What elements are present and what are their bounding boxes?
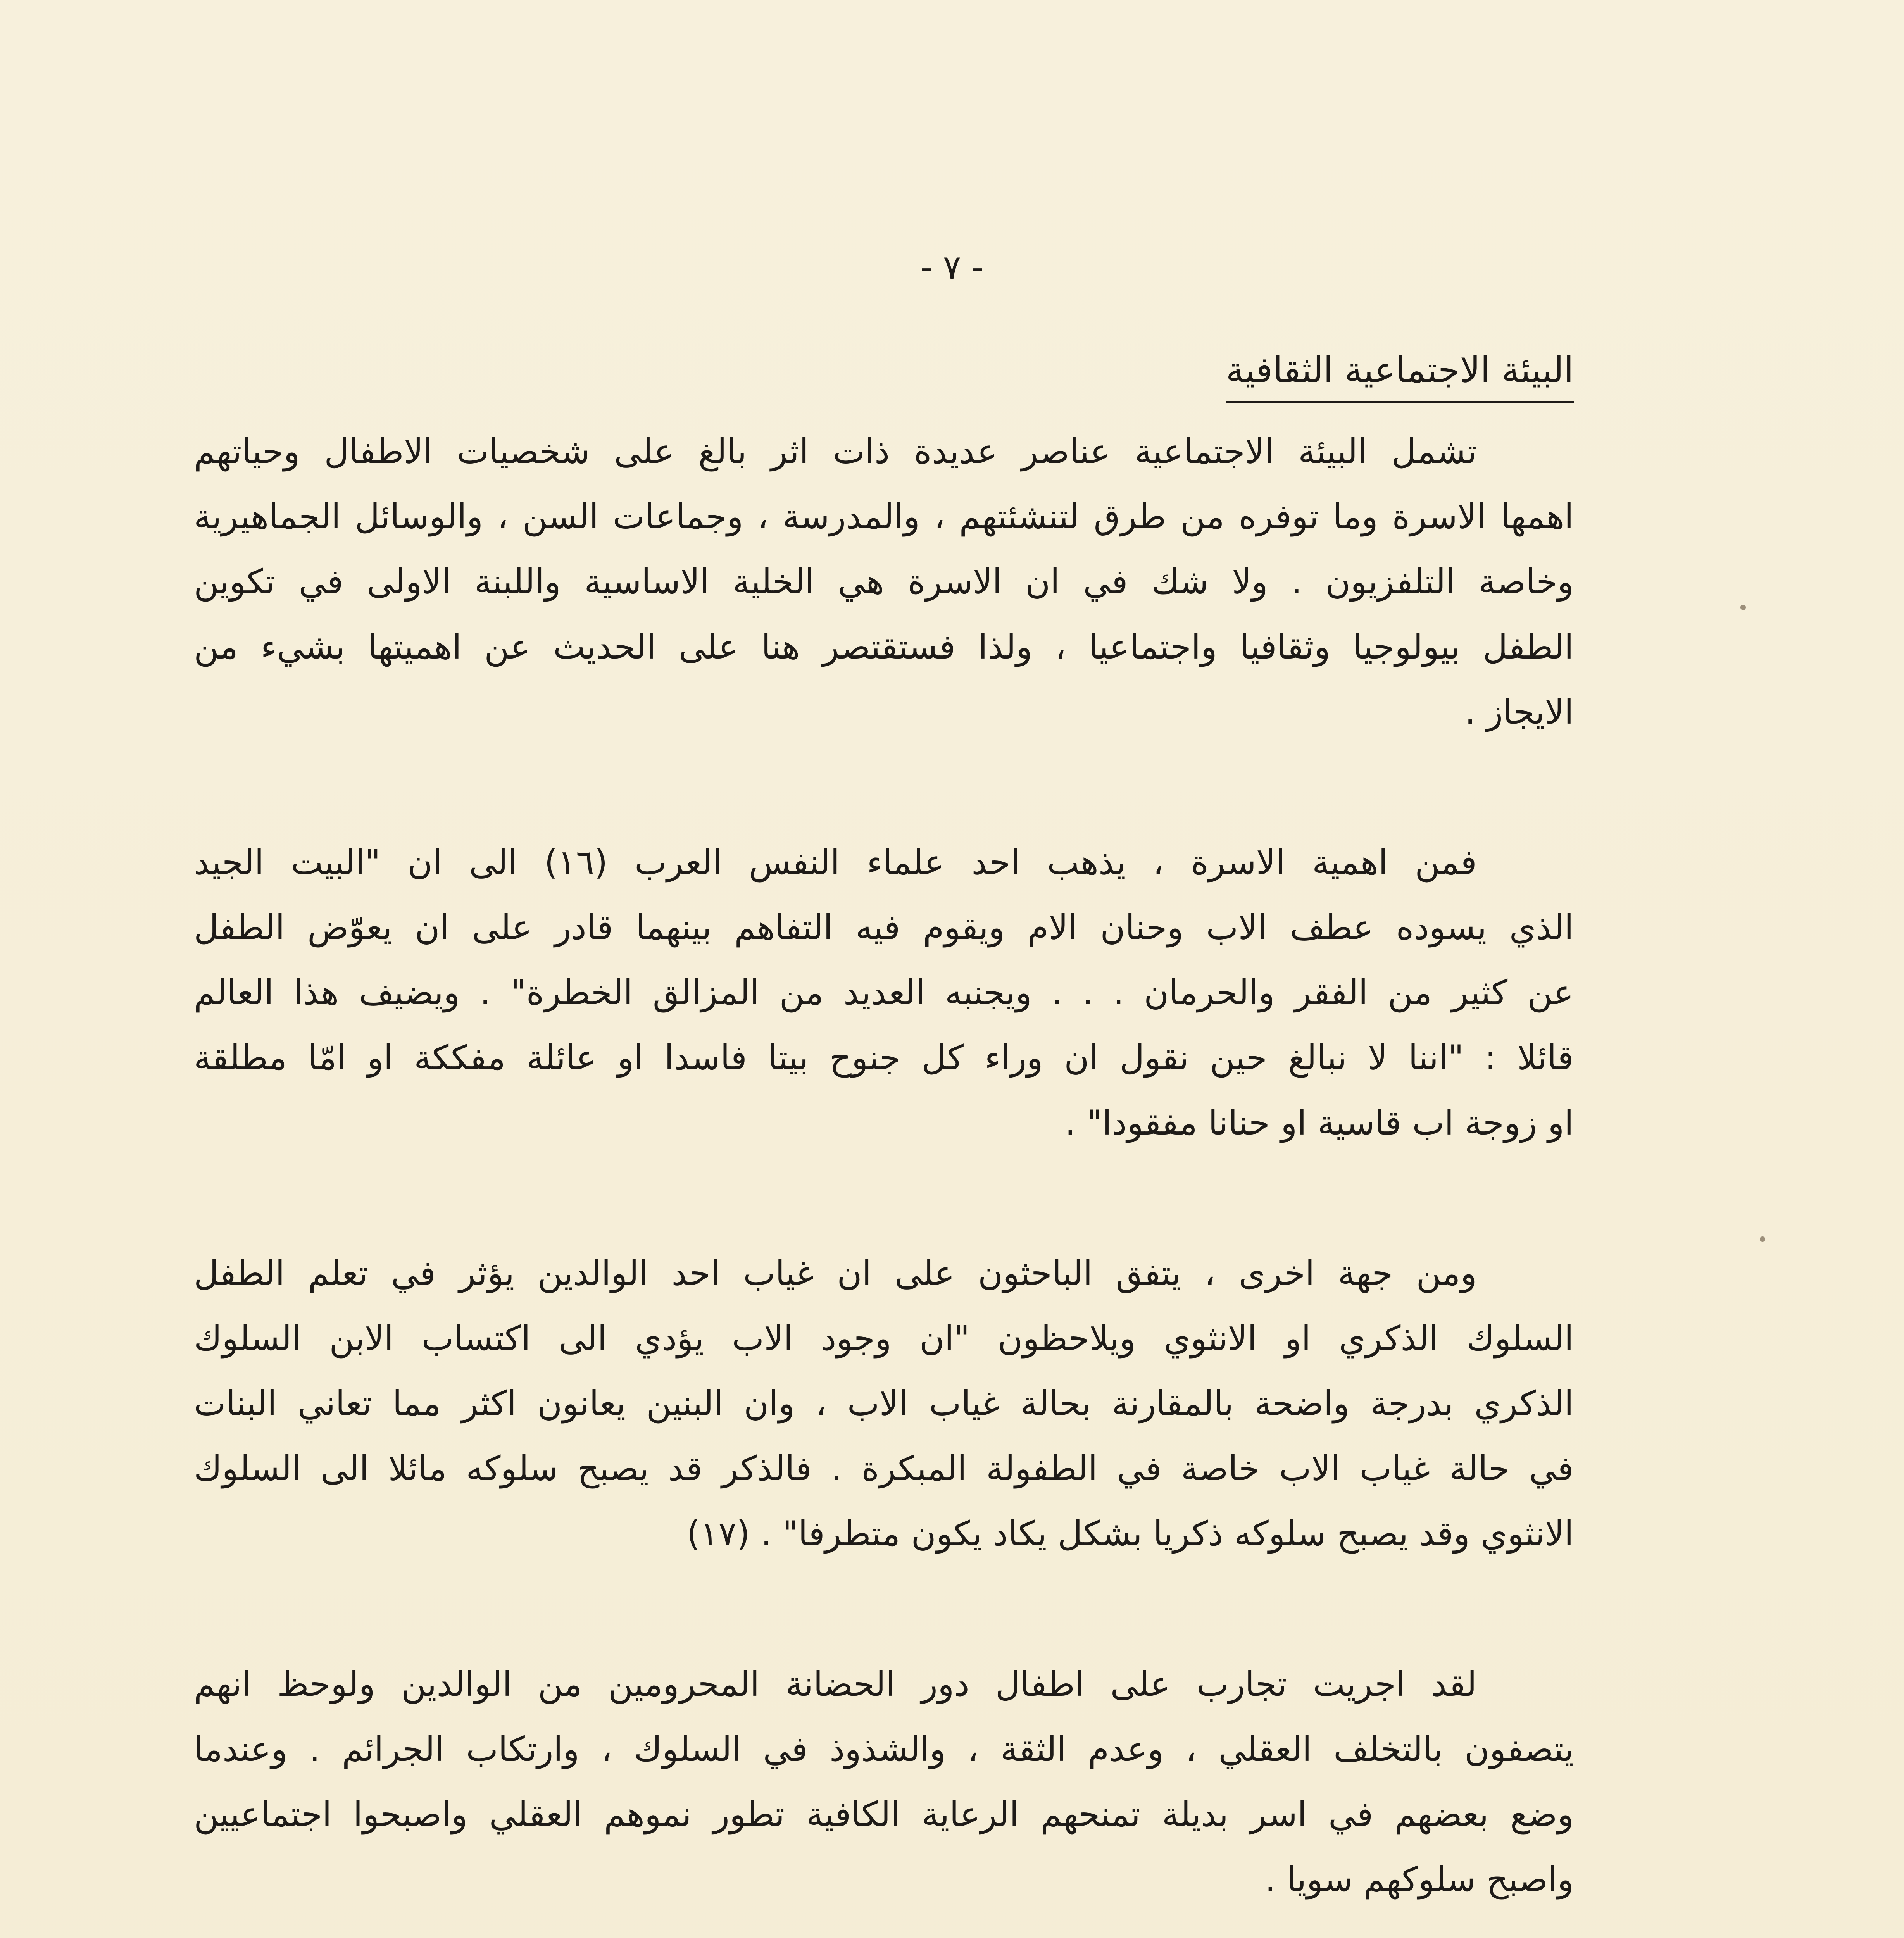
text-line: اهمها الاسرة وما توفره من طرق لتنشئتهم ، والمدرسة ، وجماعات السن ، والوسائل الجماهيرية [194,497,1574,536]
paragraph-3 [194,1241,1574,1566]
text-line: واصبح سلوكهم سويا . [1265,1859,1574,1899]
paragraph-2 [194,830,1574,1155]
paragraph-1 [194,419,1574,745]
text-line: وضع بعضهم في اسر بديلة تمنحهم الرعاية الكافية تطور نموهم العقلي واصبحوا اجتماعيين [194,1794,1574,1834]
page-number: - ٧ - [920,248,984,287]
paper-speck [1740,605,1746,610]
paper-speck [1760,1236,1765,1242]
document-body [194,341,1574,1938]
text-line: ومن جهة اخرى ، يتفق الباحثون على ان غياب احد الوالدين يؤثر في تعلم الطفل [194,1253,1477,1293]
text-line: تشمل البيئة الاجتماعية عناصر عديدة ذات اثر بالغ على شخصيات الاطفال وحياتهم [194,431,1477,471]
text-line: لقد اجريت تجارب على اطفال دور الحضانة المحرومين من الوالدين ولوحظ انهم [194,1664,1477,1704]
paragraph-4 [194,1652,1574,1912]
text-line: الانثوي وقد يصبح سلوكه ذكريا بشكل يكاد يكون متطرفا" . (١٧) [686,1514,1574,1554]
text-line: الايجاز . [1464,692,1574,732]
text-line: او زوجة اب قاسية او حنانا مفقودا" . [1065,1103,1574,1143]
text-line: وخاصة التلفزيون . ولا شك في ان الاسرة هي الخلية الاساسية واللبنة الاولى في تكوين [194,562,1574,602]
text-line: عن كثير من الفقر والحرمان . . . ويجنبه العديد من المزالق الخطرة" . ويضيف هذا العالم [194,972,1574,1012]
text-line: الطفل بيولوجيا وثقافيا واجتماعيا ، ولذا فستقتصر هنا على الحديث عن اهميتها بشيء من [194,627,1574,667]
section-heading: البيئة الاجتماعية الثقافية [1226,341,1574,403]
text-line: قائلا : "اننا لا نبالغ حين نقول ان وراء كل جنوح بيتا فاسدا او عائلة مفككة او امّا مطلقة [194,1038,1574,1078]
text-line: الذكري بدرجة واضحة بالمقارنة بحالة غياب الاب ، وان البنين يعانون اكثر مما تعاني البنات [194,1383,1574,1423]
text-line: السلوك الذكري او الانثوي ويلاحظون "ان وجود الاب يؤدي الى اكتساب الابن السلوك [194,1318,1574,1358]
text-line: يتصفون بالتخلف العقلي ، وعدم الثقة ، والشذوذ في السلوك ، وارتكاب الجرائم . وعندما [194,1729,1574,1769]
text-line: في حالة غياب الاب خاصة في الطفولة المبكرة . فالذكر قد يصبح سلوكه مائلا الى السلوك [194,1448,1574,1488]
text-line: فمن اهمية الاسرة ، يذهب احد علماء النفس العرب (١٦) الى ان "البيت الجيد [194,842,1477,882]
text-line: الذي يسوده عطف الاب وحنان الام ويقوم فيه التفاهم بينهما قادر على ان يعوّض الطفل [194,907,1574,947]
